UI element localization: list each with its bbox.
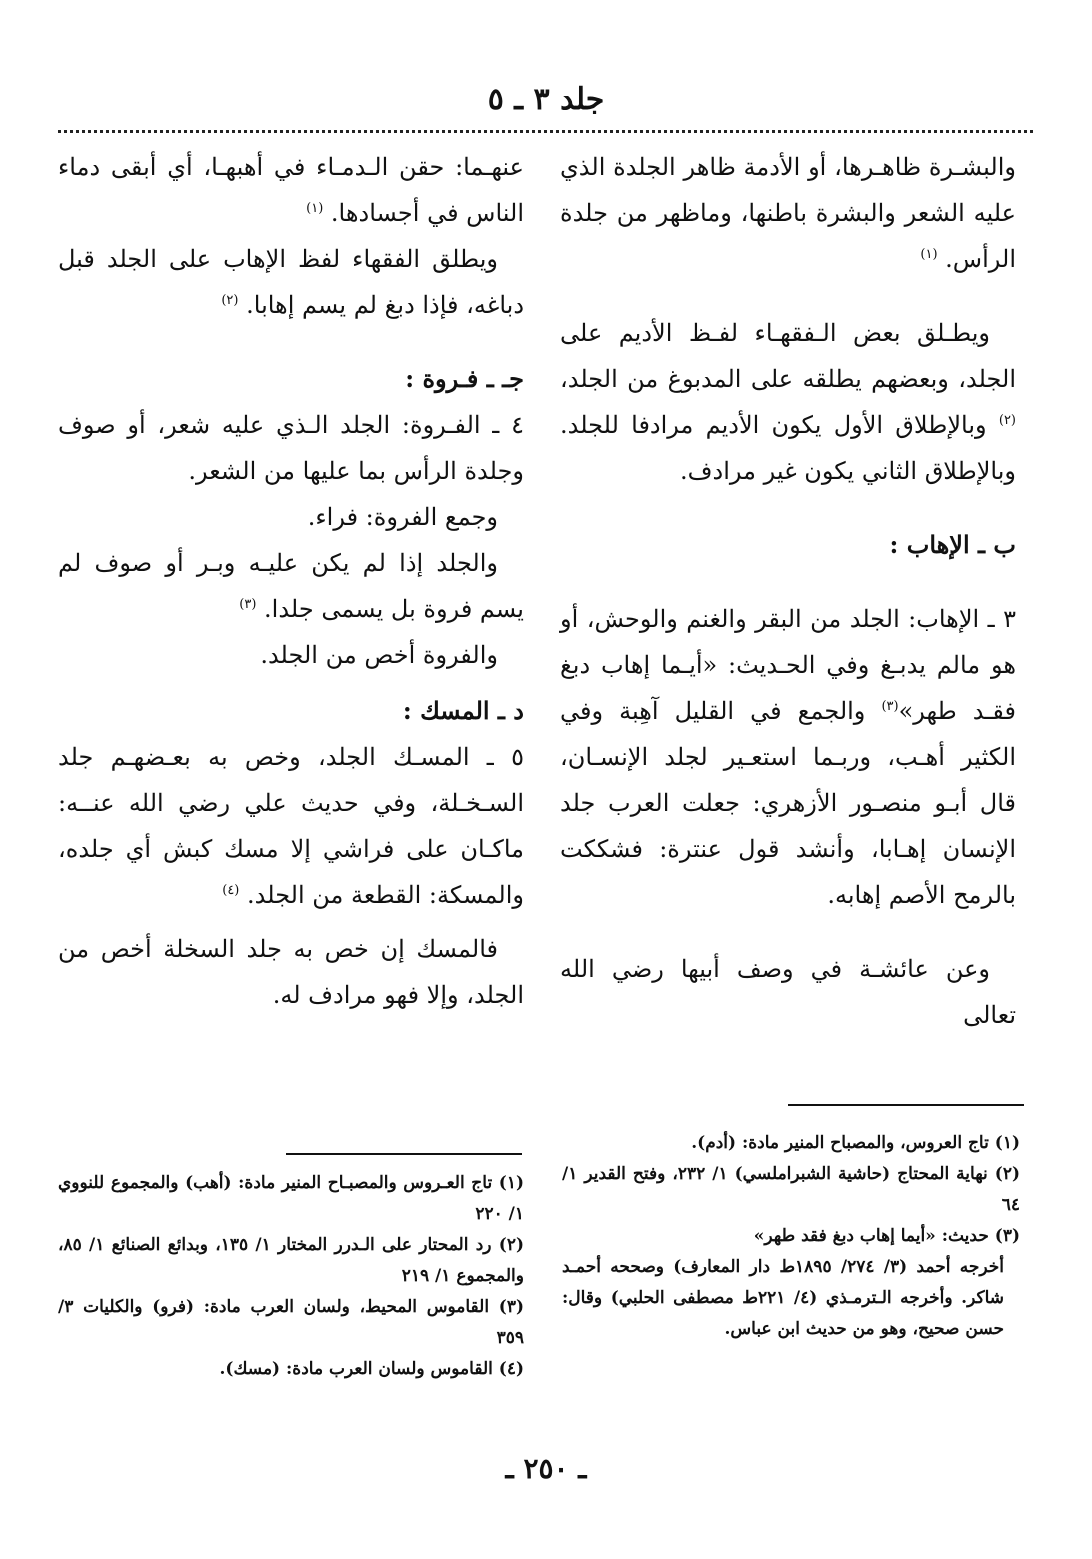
footnote: (٣) القاموس المحيط، ولسان العرب مادة: (فرو) والكليات ٣/ ٣٥٩ [58,1297,524,1348]
section-heading: ب ـ الإهاب : [889,530,1016,559]
paragraph: وعن عائشـة في وصف أبيها رضي الله تعالى [560,955,1016,1029]
footnote: (١) تاج العروس، والمصباح المنير مادة: (أدم). [691,1133,1020,1153]
footnotes-right [562,1128,1020,1345]
paragraph-text: ويطـلق بعض الـفقهـاء لفـظ الأديم على الجلد، وبعضهم يطلقه على المدبوغ من الجلد، [560,319,1016,393]
paragraph-text: عنهـما: حقن الـدمـاء في أهبهـا، أي أبقى دماء الناس في أجسادها. [58,153,524,227]
footnote-ref: (١) [920,247,938,262]
section-heading: د ـ المسك : [402,696,524,725]
footnote: (٢) نهاية المحتاج (حاشية الشبراملسي) ١/ ٢٣٢، وفتح القدير ١/ ٦٤ [562,1164,1020,1215]
paragraph-text: وبالإطلاق الأول يكون الأديم مرادفا للجلد. وبالإطلاق الثاني يكون غير مرادف. [560,411,1016,485]
page-header-title: جلد ٣ ـ ٥ [487,82,605,117]
footnote-ref: (٣) [239,597,257,612]
footnote-ref: (٢) [998,413,1016,428]
paragraph-text: والجلد إذا لم يكن عليـه وبـر أو صوف لم يسم فروة بل يسمى جلدا. [58,549,524,623]
paragraph [58,734,524,918]
footnote-ref: (٢) [221,293,239,308]
paragraph: وجمع الفروة: فراء. [307,503,498,531]
paragraph: والفروة أخص من الجلد. [260,641,498,669]
footnote-divider [286,1153,522,1155]
paragraph [560,596,1016,918]
footnotes-left [58,1168,524,1385]
paragraph [560,310,1016,494]
right-column [560,144,1016,1038]
paragraph-text: ويطلق الفقهاء لفظ الإهاب على الجلد قبل دباغه، فإذا دبغ لم يسم إهابا. [58,245,524,319]
footnote-divider [788,1104,1024,1106]
header-divider [58,130,1033,133]
footnote: (٢) رد المحتار على الـدرر المختار ١/ ١٣٥، وبدائع الصنائع ١/ ٨٥، والمجموع ١/ ٢١٩ [58,1235,524,1286]
paragraph [58,236,524,328]
section-heading: جـ ـ فـروة : [405,364,524,393]
footnote-ref: (١) [306,201,324,216]
paragraph-text: ٥ ـ المسـك الجلد، وخص به بعـضهـم جلد السـخـلة، وفي حديث علي رضي الله عنــه: ماكـان على فراشي إلا مسك كبش أي جلده، والمسكة: القطعة من الجلد. [58,743,524,909]
paragraph [560,144,1016,282]
footnote: (٣) حديث: «أيما إهاب دبغ فقد طهر» [753,1226,1020,1246]
footnote: (١) تاج العـروس والمصبـاح المنير مادة: (أهب) والمجموع للنووي ١/ ٢٢٠ [58,1173,524,1224]
page-number: ـ ٢٥٠ ـ [505,1452,587,1485]
footnote-ref: (٣) [881,699,899,714]
paragraph [58,540,524,632]
paragraph-text: والجمع في القليل آهِبة وفي الكثير أهـب، وربـما استعـير لجلد الإنسـان، قال أبـو منصـور الأزهري: جعلت العرب جلد الإنسان إهـابا، وأنشد قول عنترة: فشككت بالرمح الأصم إهابه. [560,697,1016,909]
paragraph-text: والبشـرة ظاهـرها، أو الأدمة ظاهر الجلدة الذي عليه الشعر والبشرة باطنها، وماظهر من جلدة الرأس. [560,153,1016,273]
footnote: (٤) القاموس ولسان العرب مادة: (مسك). [219,1359,524,1379]
paragraph: ٤ ـ الفـروة: الجلد الـذي عليه شعر، أو صوف وجلدة الرأس بما عليها من الشعر. [58,411,524,485]
paragraph-text: ٣ ـ الإهاب: الجلد من البقر والغنم والوحش، أو هو مالم يدبـغ وفي الحـديث: «أيـما إهاب دبغ فقـد طهر» [560,605,1016,725]
paragraph: فالمسك إن خص به جلد السخلة أخص من الجلد، وإلا فهو مرادف له. [58,935,524,1009]
footnote-ref: (٤) [222,883,240,898]
footnote-continuation: أخرجه أحمد (٣/ ٢٧٤/ ١٨٩٥ط دار المعارف) وصححه أحمـد شاكر. وأخرجه الـترمـذي (٤/ ٢٢١ط مصطفى الحلبي) وقال: حسن صحيح، وهو من حديث ابن عباس. [562,1257,1004,1339]
left-column [58,144,524,1018]
paragraph [58,144,524,236]
